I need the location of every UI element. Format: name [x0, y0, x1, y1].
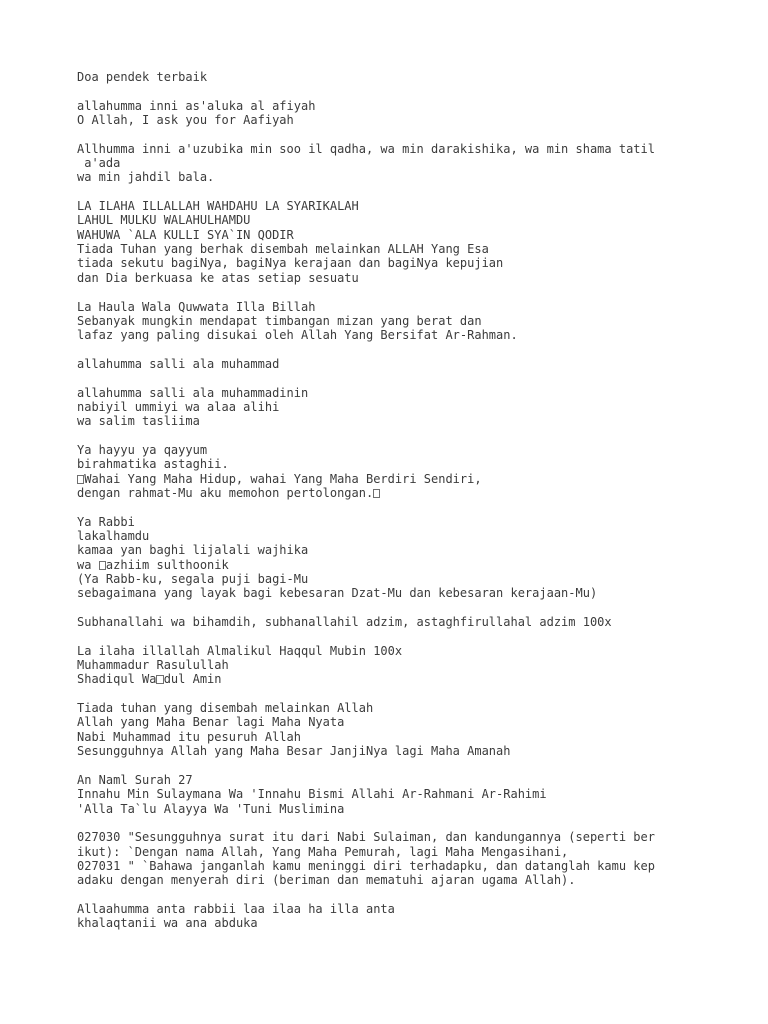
text-line: La ilaha illallah Almalikul Haqqul Mubin 100x — [77, 643, 403, 658]
text-line: 027031 " `Bahawa janganlah kamu meninggi diri terhadapku, dan datanglah kamu kep — [77, 858, 655, 873]
text-line: Tiada Tuhan yang berhak disembah melainkan ALLAH Yang Esa — [77, 242, 489, 257]
text-line: Wahai Yang Maha Hidup, wahai Yang Maha Berdiri Sendiri, — [77, 472, 737, 486]
text-line: allahumma inni as'aluka al afiyah — [77, 98, 316, 113]
document-text-body — [77, 70, 737, 931]
text-line: birahmatika astaghii. — [77, 457, 229, 472]
text-line: ikut): `Dengan nama Allah, Yang Maha Pemurah, lagi Maha Mengasihani, — [77, 844, 569, 859]
blank-line — [77, 500, 737, 514]
blank-line — [77, 601, 737, 615]
text-line: Ya Rabbi — [77, 514, 135, 529]
text-line: Doa pendek terbaik — [77, 70, 208, 84]
text-line: allahumma salli ala muhammadinin — [77, 385, 309, 400]
text-line: An Naml Surah 27 — [77, 772, 193, 787]
text-line: a'ada — [77, 156, 121, 171]
text-line: Innahu Min Sulaymana Wa 'Innahu Bismi Allahi Ar-Rahmani Ar-Rahimi — [77, 787, 547, 802]
text-line: wa min jahdil bala. — [77, 170, 215, 185]
text-line: WAHUWA `ALA KULLI SYA`IN QODIR — [77, 227, 294, 242]
blank-line — [77, 687, 737, 701]
text-line: dengan rahmat-Mu aku memohon pertolongan. — [77, 486, 737, 500]
text-line: Sebanyak mungkin mendapat timbangan mizan yang berat dan — [77, 313, 482, 328]
text-line: Shadiqul Wa dul Amin — [77, 672, 222, 687]
text-line: wa azhiim sulthoonik — [77, 557, 229, 572]
text-line: dan Dia berkuasa ke atas setiap sesuatu — [77, 270, 359, 285]
text-line: Allhumma inni a'uzubika min soo il qadha, wa min darakishika, wa min shama tatil — [77, 141, 655, 156]
blank-line — [77, 285, 737, 299]
blank-line — [77, 629, 737, 643]
text-line: kamaa yan baghi lijalali wajhika — [77, 543, 309, 558]
text-line: sebagaimana yang layak bagi kebesaran Dzat-Mu dan kebesaran kerajaan-Mu) — [77, 586, 598, 601]
blank-line — [77, 371, 737, 385]
text-line: allahumma salli ala muhammad — [77, 356, 280, 371]
text-line: Tiada tuhan yang disembah melainkan Allah — [77, 701, 374, 716]
missing-glyph-box — [373, 489, 380, 498]
text-line: 027030 "Sesungguhnya surat itu dari Nabi Sulaiman, dan kandungannya (seperti ber — [77, 830, 655, 845]
text-line: Ya hayyu ya qayyum — [77, 442, 208, 457]
blank-line — [77, 816, 737, 830]
blank-line — [77, 759, 737, 773]
blank-line — [77, 888, 737, 902]
text-line: LA ILAHA ILLALLAH WAHDAHU LA SYARIKALAH — [77, 199, 359, 214]
text-line: O Allah, I ask you for Aafiyah — [77, 113, 294, 128]
blank-line — [77, 84, 737, 98]
text-line: wa salim tasliima — [77, 414, 200, 429]
text-line: khalaqtanii wa ana abduka — [77, 916, 258, 931]
text-line: adaku dengan menyerah diri (beriman dan mematuhi ajaran ugama Allah). — [77, 873, 576, 888]
missing-glyph-box — [156, 675, 163, 684]
text-line: Subhanallahi wa bihamdih, subhanallahil adzim, astaghfirullahal adzim 100x — [77, 615, 612, 630]
text-line: Muhammadur Rasulullah — [77, 658, 229, 673]
text-line: lafaz yang paling disukai oleh Allah Yang Bersifat Ar-Rahman. — [77, 328, 518, 343]
missing-glyph-box — [99, 561, 106, 570]
text-line: nabiyil ummiyi wa alaa alihi — [77, 399, 280, 414]
missing-glyph-box — [77, 475, 84, 484]
text-line: Allaahumma anta rabbii laa ilaa ha illa anta — [77, 901, 395, 916]
text-line: Nabi Muhammad itu pesuruh Allah — [77, 729, 301, 744]
text-line: Sesungguhnya Allah yang Maha Besar JanjiNya lagi Maha Amanah — [77, 744, 511, 759]
blank-line — [77, 127, 737, 141]
text-line: La Haula Wala Quwwata Illa Billah — [77, 299, 316, 314]
blank-line — [77, 185, 737, 199]
text-line: (Ya Rabb-ku, segala puji bagi-Mu — [77, 572, 309, 587]
blank-line — [77, 429, 737, 443]
blank-line — [77, 343, 737, 357]
text-line: LAHUL MULKU WALAHULHAMDU — [77, 213, 251, 228]
text-line: Allah yang Maha Benar lagi Maha Nyata — [77, 715, 345, 730]
text-line: lakalhamdu — [77, 529, 150, 543]
text-line: tiada sekutu bagiNya, bagiNya kerajaan dan bagiNya kepujian — [77, 256, 504, 271]
text-line: 'Alla Ta`lu Alayya Wa 'Tuni Muslimina — [77, 801, 345, 816]
